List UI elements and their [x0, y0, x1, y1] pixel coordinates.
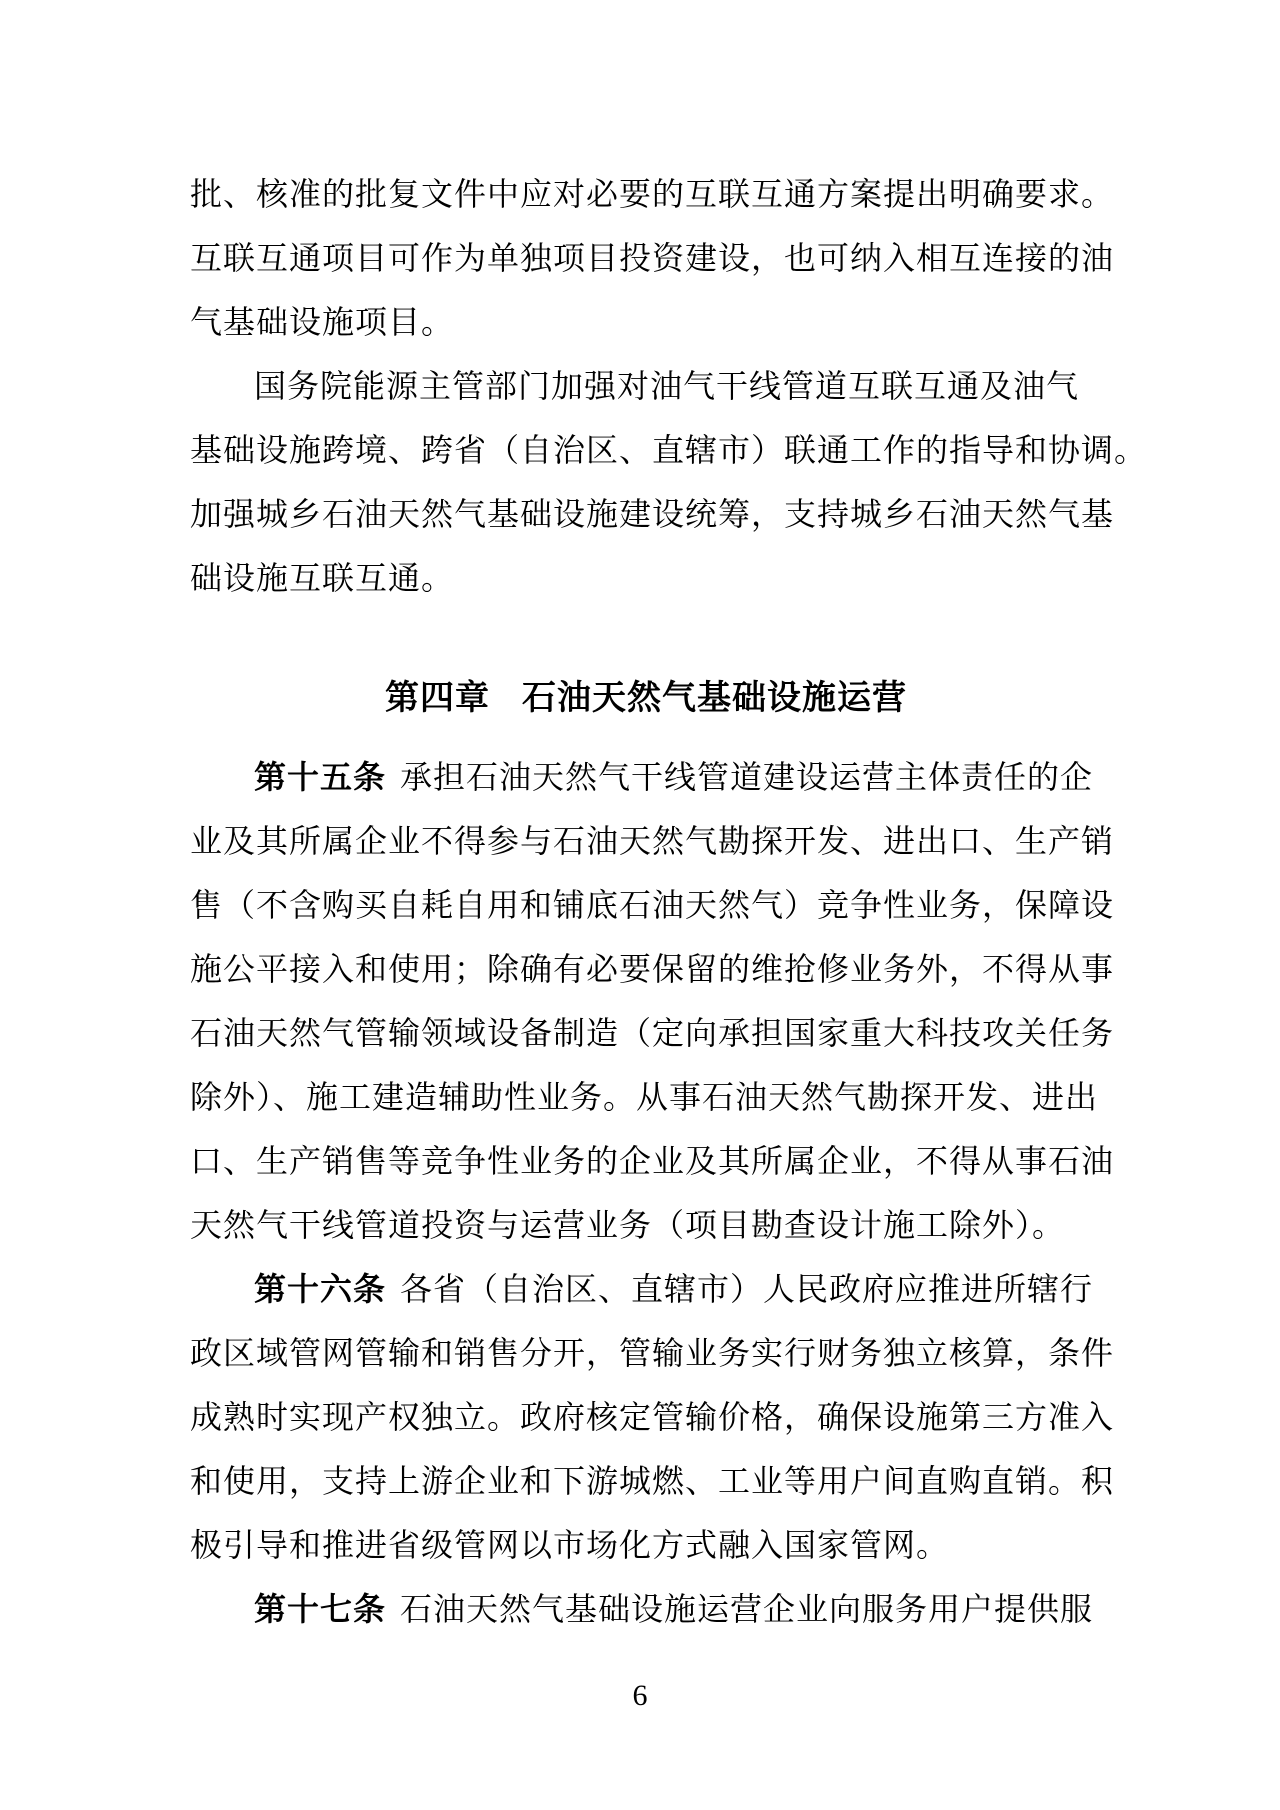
body-line — [190, 1001, 1115, 1065]
page-number: 6 — [632, 1679, 648, 1712]
body-line — [190, 1129, 1115, 1193]
body-line — [190, 1321, 1115, 1385]
line-text: 批、核准的批复文件中应对必要的互联互通方案提出明确要求。 — [190, 176, 1115, 212]
body-line — [190, 354, 1102, 418]
body-line — [190, 290, 1102, 354]
body-line — [190, 1385, 1115, 1449]
line-text: 口、生产销售等竞争性业务的企业及其所属企业，不得从事石油 — [190, 1143, 1115, 1179]
body-line — [190, 1449, 1115, 1513]
body-line — [190, 937, 1115, 1001]
text-column — [190, 162, 1148, 1641]
chapter-heading — [190, 666, 1102, 730]
body-line — [190, 809, 1115, 873]
line-text: 天然气干线管道投资与运营业务（项目勘查设计施工除外）。 — [190, 1207, 1066, 1243]
article-first-line — [190, 745, 1102, 809]
line-text: 成熟时实现产权独立。政府核定管输价格，确保设施第三方准入 — [190, 1399, 1115, 1435]
article-number: 第十七条 — [254, 1591, 387, 1627]
article-first-line — [190, 1577, 1102, 1641]
chapter-title: 石油天然气基础设施运营 — [522, 679, 907, 717]
line-text: 气基础设施项目。 — [190, 304, 455, 340]
line-text: 除外）、施工建造辅助性业务。从事石油天然气勘探开发、进出 — [190, 1079, 1099, 1115]
line-text: 础设施互联互通。 — [190, 560, 455, 596]
body-line — [190, 482, 1115, 546]
line-text: 各省（自治区、直辖市）人民政府应推进所辖行 — [400, 1271, 1094, 1307]
body-line — [190, 873, 1115, 937]
article-number: 第十六条 — [254, 1271, 387, 1307]
article-number: 第十五条 — [254, 759, 387, 795]
line-text: 政区域管网管输和销售分开，管输业务实行财务独立核算，条件 — [190, 1335, 1115, 1371]
body-line — [190, 1193, 1102, 1257]
line-text: 国务院能源主管部门加强对油气干线管道互联互通及油气 — [254, 368, 1080, 404]
article-first-line — [190, 1257, 1102, 1321]
body-line — [190, 1065, 1102, 1129]
line-text: 施公平接入和使用；除确有必要保留的维抢修业务外，不得从事 — [190, 951, 1115, 987]
line-text: 加强城乡石油天然气基础设施建设统筹，支持城乡石油天然气基 — [190, 496, 1115, 532]
body-line — [190, 162, 1115, 226]
line-text: 石油天然气管输领域设备制造（定向承担国家重大科技攻关任务 — [190, 1015, 1115, 1051]
line-text: 业及其所属企业不得参与石油天然气勘探开发、进出口、生产销 — [190, 823, 1115, 859]
line-text: 售（不含购买自耗自用和铺底石油天然气）竞争性业务，保障设 — [190, 887, 1115, 923]
line-text: 石油天然气基础设施运营企业向服务用户提供服 — [400, 1591, 1094, 1627]
line-text: 极引导和推进省级管网以市场化方式融入国家管网。 — [190, 1527, 950, 1563]
body-line — [190, 546, 1102, 610]
line-text: 和使用，支持上游企业和下游城燃、工业等用户间直购直销。积 — [190, 1463, 1115, 1499]
body-line — [190, 418, 1148, 482]
body-line — [190, 226, 1115, 290]
line-text: 基础设施跨境、跨省（自治区、直辖市）联通工作的指导和协调。 — [190, 432, 1148, 468]
chapter-number: 第四章 — [385, 679, 490, 717]
line-text: 承担石油天然气干线管道建设运营主体责任的企 — [400, 759, 1094, 795]
body-line — [190, 1513, 1102, 1577]
line-text: 互联互通项目可作为单独项目投资建设，也可纳入相互连接的油 — [190, 240, 1115, 276]
